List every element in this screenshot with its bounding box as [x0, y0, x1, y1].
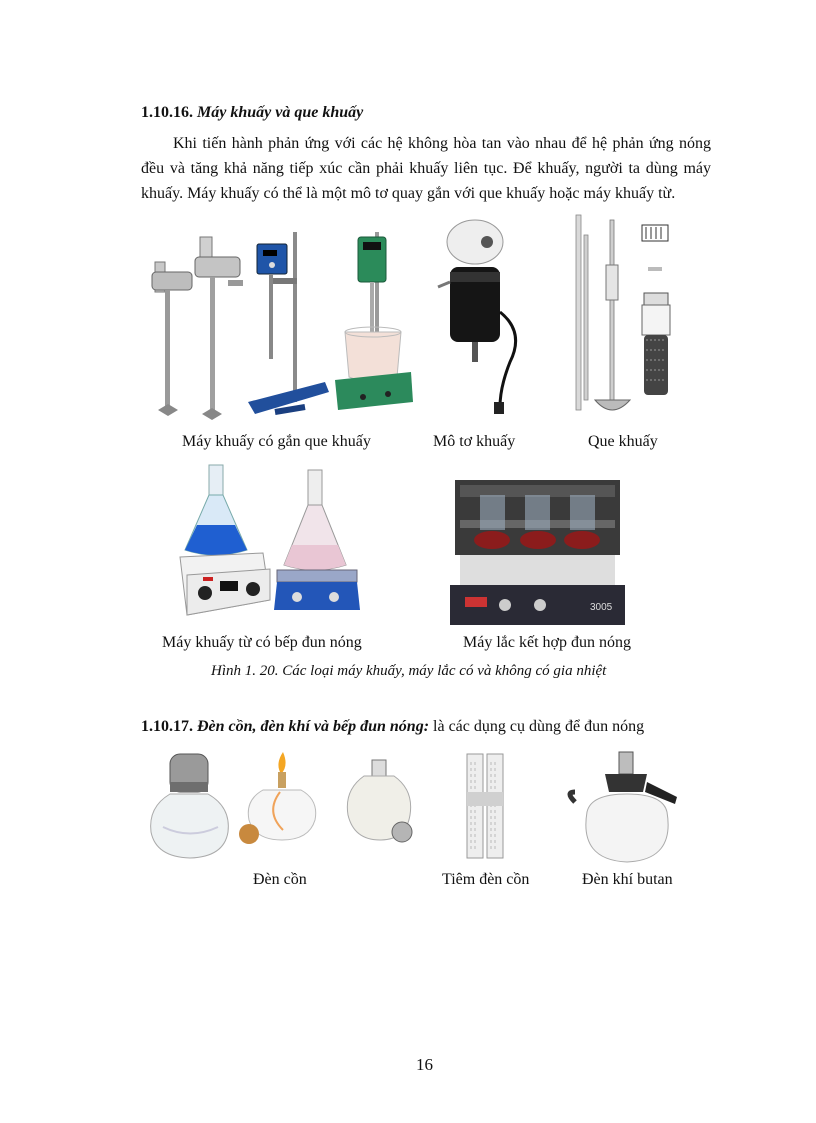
caption-stirring-rod: Que khuấy [588, 433, 658, 450]
section-heading-1-10-17 [141, 718, 644, 736]
caption-stirring-motor: Mô tơ khuấy [433, 433, 516, 450]
caption-shaker-heater: Máy lắc kết hợp đun nóng [463, 634, 631, 651]
caption-magnetic-stirrer-hotplate: Máy khuấy từ có bếp đun nóng [162, 634, 362, 651]
section-paragraph: Khi tiến hành phản ứng với các hệ không hòa tan vào nhau để hệ phản ứng nóng đều và tăng khả năng tiếp xúc cần phải khuấy liên tục. Để khuấy, người ta dùng máy khuấy. Máy khuấy có thể là một mô tơ quay gắn với que khuấy hoặc máy khuấy từ. [141, 135, 711, 202]
stirring-rods-image [570, 215, 690, 420]
stand-stirrer-image [245, 232, 330, 417]
section-title: Máy khuấy và que khuấy [197, 104, 364, 121]
blue-hotplate-image [272, 470, 362, 615]
caption-stirrer-with-rod: Máy khuấy có gắn que khuấy [182, 433, 371, 450]
alcohol-wick-image [463, 752, 508, 862]
caption-alcohol-wick: Tiêm đèn cồn [442, 871, 530, 888]
section-description-17: là các dụng cụ dùng để đun nóng [429, 718, 645, 735]
overhead-stirrer-image [150, 232, 245, 422]
section-heading-1-10-16 [141, 104, 363, 122]
figure-caption: Hình 1. 20. Các loại máy khuấy, máy lắc có và không có gia nhiệt [211, 663, 607, 679]
green-stirrer-image [333, 232, 413, 412]
section-number: 1.10.16. [141, 104, 193, 121]
caption-butane-burner: Đèn khí butan [582, 871, 673, 888]
section-title-17: Đèn cồn, đèn khí và bếp đun nóng: [197, 718, 430, 735]
alcohol-lamp-image-2 [235, 752, 325, 847]
shaker-panel-label: 3005 [590, 602, 613, 613]
shaker-heater-image [450, 465, 625, 625]
magnetic-stirrer-hotplate-image [175, 465, 275, 620]
caption-alcohol-lamp: Đèn cồn [253, 871, 307, 888]
page-number: 16 [416, 1055, 433, 1074]
butane-burner-image [565, 752, 690, 867]
alcohol-lamp-image-3 [340, 760, 420, 855]
section-number-17: 1.10.17. [141, 718, 193, 735]
stirring-motor-image [430, 212, 525, 417]
alcohol-lamp-image-1 [148, 752, 233, 862]
